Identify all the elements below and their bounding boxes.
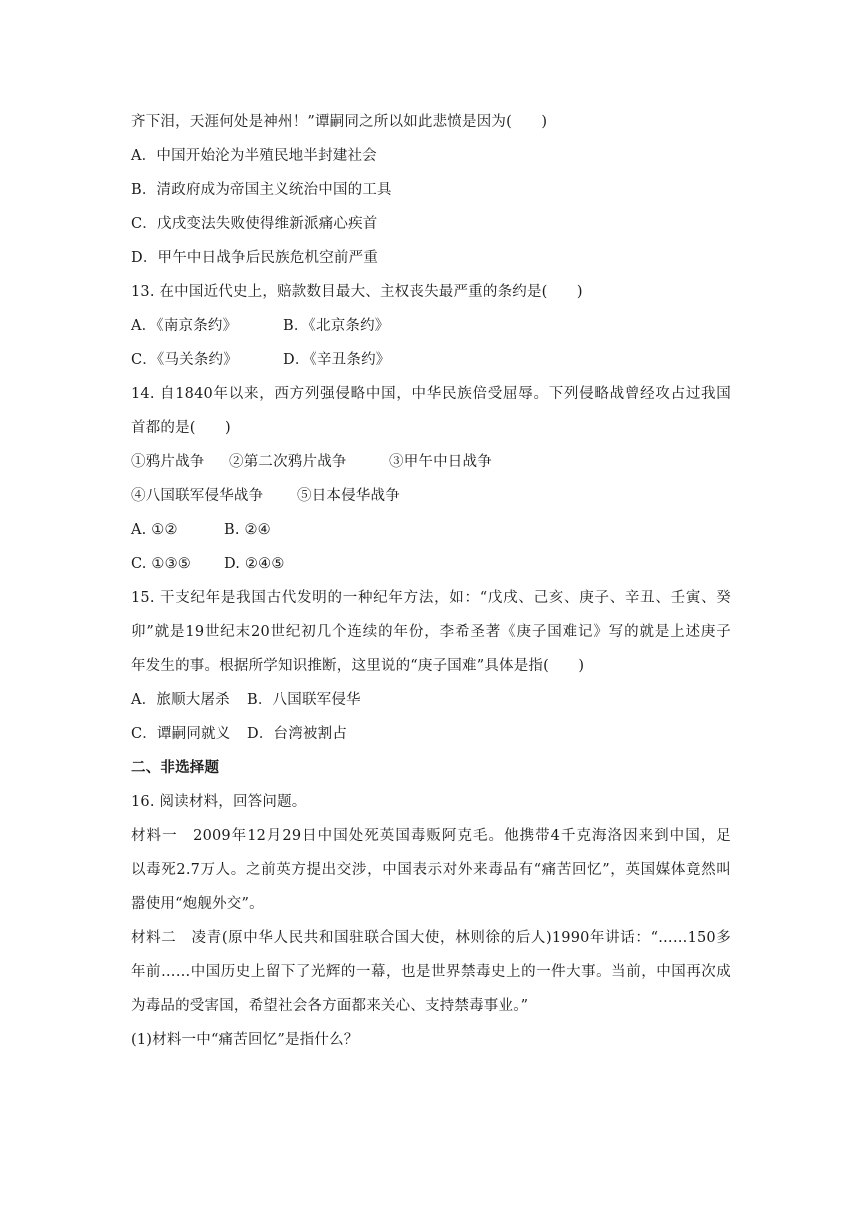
q12-option-c: C．戊戌变法失败使得维新派痛心疾首	[131, 216, 378, 232]
q13-options-row-1	[131, 316, 390, 336]
q14-items-row-2	[131, 486, 400, 506]
q13-option-c: C．《马关条约》	[131, 352, 238, 368]
q16-material2-line-1: 材料二 凌青(原中华人民共和国驻联合国大使，林则徐的后人)1990年讲话：“……150多	[131, 930, 731, 946]
q13-stem: 13. 在中国近代史上，赔款数目最大、主权丧失最严重的条约是( )	[131, 284, 583, 300]
q12-option-d: D．甲午中日战争后民族危机空前严重	[131, 250, 379, 266]
q14-stem-line-1: 14. 自1840年以来，西方列强侵略中国，中华民族倍受屈辱。下列侵略战曾经攻占过我国	[131, 386, 731, 402]
q15-stem-line-3: 年发生的事。根据所学知识推断，这里说的“庚子国难”具体是指( )	[131, 658, 585, 674]
q15-options-row-1	[131, 690, 361, 710]
q15-option-a: A．旅顺大屠杀	[131, 692, 230, 708]
section-heading: 二、非选择题	[131, 759, 220, 776]
q16-subquestion-1: (1)材料一中“痛苦回忆”是指什么？	[131, 1032, 359, 1048]
q15-option-d: D．台湾被割占	[247, 726, 348, 742]
q14-item-4: ④八国联军侵华战争	[131, 488, 264, 504]
q14-item-1: ①鸦片战争	[131, 454, 205, 470]
q13-option-b: B．《北京条约》	[283, 318, 390, 334]
q13-option-a: A．《南京条约》	[131, 318, 238, 334]
q14-option-d: D. ②④⑤	[224, 556, 285, 572]
q12-stem-tail: 齐下泪，天涯何处是神州！”谭嗣同之所以如此悲愤是因为( )	[131, 114, 548, 130]
q16-material1-line-1: 材料一 2009年12月29日中国处死英国毒贩阿克毛。他携带4千克海洛因来到中国，足	[131, 828, 731, 844]
q14-option-c: C. ①③⑤	[131, 556, 191, 572]
q13-options-row-2	[131, 350, 390, 370]
q14-item-2: ②第二次鸦片战争	[229, 454, 347, 470]
q15-options-row-2	[131, 724, 347, 744]
q14-option-b: B. ②④	[224, 522, 271, 538]
q15-stem-line-2: 卯”就是19世纪末20世纪初几个连续的年份，李希圣著《庚子国难记》写的就是上述庚子	[131, 624, 731, 640]
q14-stem-line-2: 首都的是( )	[131, 420, 231, 436]
q16-material1-line-2: 以毒死2.7万人。之前英方提出交涉，中国表示对外来毒品有“痛苦回忆”，英国媒体竟然叫	[131, 862, 731, 878]
q15-stem-line-1: 15. 干支纪年是我国古代发明的一种纪年方法，如：“戊戌、己亥、庚子、辛丑、壬寅、癸	[131, 590, 731, 606]
q14-options-row-2	[131, 554, 285, 574]
q16-material1-line-3: 嚣使用“炮舰外交”。	[131, 896, 264, 912]
q16-material2-line-3: 为毒品的受害国，希望社会各方面都来关心、支持禁毒事业。”	[131, 998, 529, 1014]
q14-item-5: ⑤日本侵华战争	[297, 488, 400, 504]
q14-options-row-1	[131, 520, 271, 540]
q16-material2-line-2: 年前……中国历史上留下了光辉的一幕，也是世界禁毒史上的一件大事。当前，中国再次成	[131, 964, 731, 980]
q15-option-c: C．谭嗣同就义	[131, 726, 231, 742]
q15-option-b: B．八国联军侵华	[247, 692, 361, 708]
q14-option-a: A. ①②	[131, 522, 178, 538]
q14-item-3: ③甲午中日战争	[389, 454, 492, 470]
q12-option-a: A．中国开始沦为半殖民地半封建社会	[131, 148, 377, 164]
q14-items-row-1	[131, 452, 492, 472]
q16-stem: 16. 阅读材料，回答问题。	[131, 794, 307, 810]
q13-option-d: D．《辛丑条约》	[283, 352, 391, 368]
q12-option-b: B．清政府成为帝国主义统治中国的工具	[131, 182, 392, 198]
